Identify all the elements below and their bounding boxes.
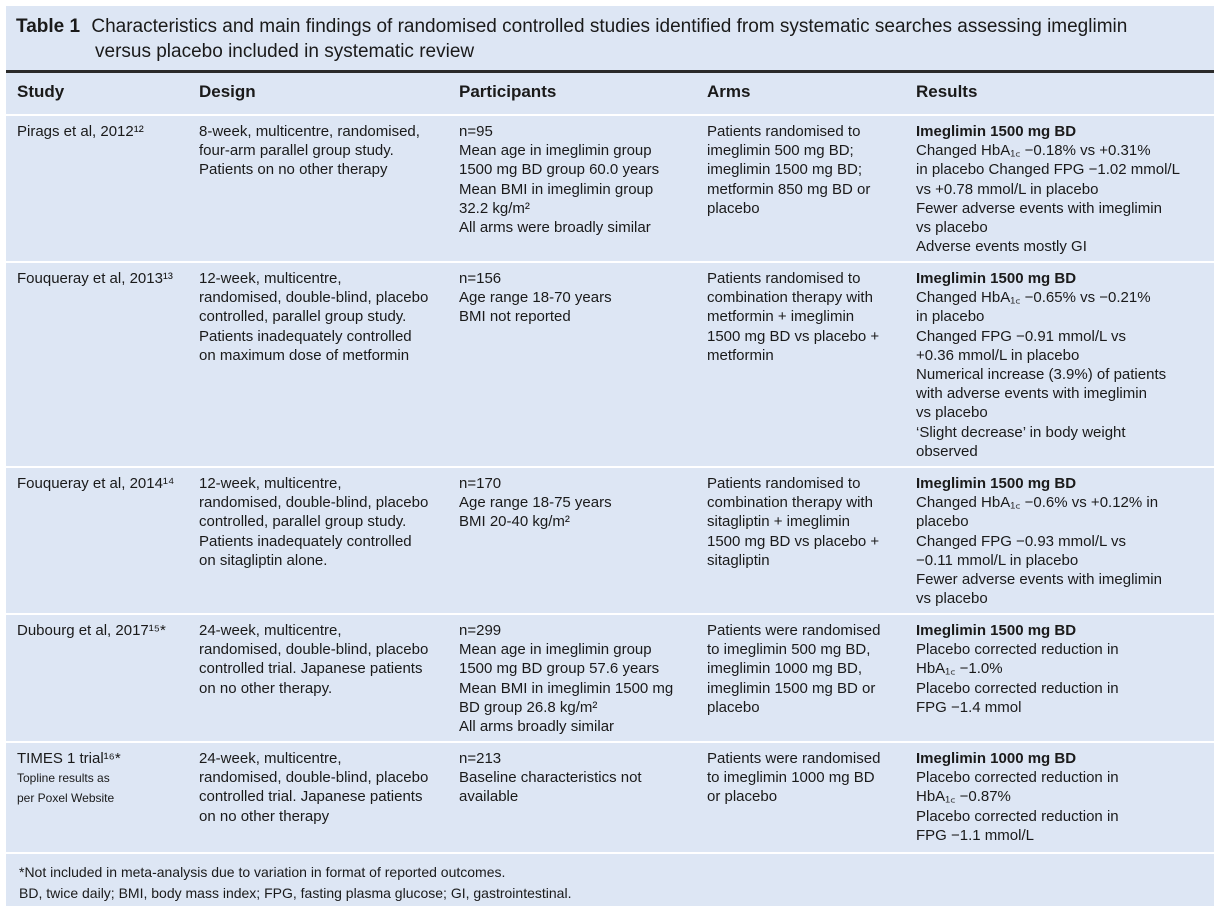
results-heading: Imeglimin 1500 mg BD xyxy=(916,622,1077,639)
design-cell xyxy=(199,122,444,180)
design-line: 24-week, multicentre, xyxy=(199,750,342,767)
arms-line: 1500 mg BD vs placebo + xyxy=(707,327,880,345)
design-line: Patients on no other therapy xyxy=(199,161,388,179)
footnote-abbreviations: BD, twice daily; BMI, body mass index; FPG, fasting plasma glucose; GI, gastrointestinal. xyxy=(19,885,572,901)
results-line: Changed FPG −0.91 mmol/L vs xyxy=(916,327,1126,345)
participants-cell xyxy=(459,749,699,807)
results-line: HbA₁꜀ −0.87% xyxy=(916,788,1011,806)
design-line: randomised, double-blind, placebo xyxy=(199,289,429,307)
results-line: in placebo Changed FPG −1.02 mmol/L xyxy=(916,161,1180,179)
participants-line: n=95 xyxy=(459,123,493,140)
participants-line: Mean BMI in imeglimin group xyxy=(459,180,654,198)
arms-line: metformin + imeglimin xyxy=(707,308,855,326)
results-line: Numerical increase (3.9%) of patients xyxy=(916,366,1167,384)
results-line: observed xyxy=(916,442,978,460)
study-cell xyxy=(17,621,192,640)
design-line: 8-week, multicentre, randomised, xyxy=(199,123,420,140)
arms-cell xyxy=(707,122,907,218)
design-line: on no other therapy xyxy=(199,807,330,825)
arms-line: imeglimin 1500 mg BD; xyxy=(707,161,863,179)
participants-cell xyxy=(459,474,699,532)
study-name: TIMES 1 trial¹⁶* xyxy=(17,750,121,767)
arms-line: combination therapy with xyxy=(707,494,873,512)
participants-cell xyxy=(459,621,699,736)
table-label: Table 1 xyxy=(16,16,81,37)
header-arms: Arms xyxy=(707,82,751,101)
design-line: randomised, double-blind, placebo xyxy=(199,494,429,512)
results-line: with adverse events with imeglimin xyxy=(916,385,1147,403)
arms-line: imeglimin 1000 mg BD, xyxy=(707,660,863,678)
arms-line: or placebo xyxy=(707,788,778,806)
design-line: 24-week, multicentre, xyxy=(199,622,342,639)
results-line: −0.11 mmol/L in placebo xyxy=(916,551,1079,569)
results-cell xyxy=(916,749,1206,845)
participants-line: n=170 xyxy=(459,475,502,492)
arms-cell xyxy=(707,749,907,807)
participants-line: Age range 18-70 years xyxy=(459,289,612,307)
table-caption xyxy=(16,14,1196,64)
results-cell xyxy=(916,621,1206,717)
design-line: on maximum dose of metformin xyxy=(199,346,410,364)
table-header xyxy=(6,80,1214,112)
arms-line: metformin 850 mg BD or xyxy=(707,180,871,198)
design-cell xyxy=(199,749,444,826)
arms-line: Patients randomised to xyxy=(707,123,861,140)
table-row xyxy=(6,114,1214,262)
design-line: randomised, double-blind, placebo xyxy=(199,769,429,787)
study-note: Topline results as xyxy=(17,771,110,786)
arms-line: 1500 mg BD vs placebo + xyxy=(707,532,880,550)
study-name: Pirags et al, 2012¹² xyxy=(17,123,144,140)
table-row xyxy=(6,261,1214,467)
arms-line: imeglimin 1500 mg BD or xyxy=(707,679,876,697)
arms-line: sitagliptin + imeglimin xyxy=(707,513,850,531)
results-line: Changed HbA₁꜀ −0.6% vs +0.12% in xyxy=(916,494,1159,512)
arms-cell xyxy=(707,474,907,570)
results-line: Placebo corrected reduction in xyxy=(916,807,1119,825)
design-line: controlled trial. Japanese patients xyxy=(199,660,423,678)
results-heading: Imeglimin 1500 mg BD xyxy=(916,123,1077,140)
table-panel xyxy=(6,6,1214,906)
arms-line: placebo xyxy=(707,698,760,716)
header-design: Design xyxy=(199,82,256,101)
results-line: placebo xyxy=(916,513,969,531)
participants-line: Mean age in imeglimin group xyxy=(459,641,652,659)
results-line: Placebo corrected reduction in xyxy=(916,769,1119,787)
results-line: +0.36 mmol/L in placebo xyxy=(916,346,1080,364)
design-line: 12-week, multicentre, xyxy=(199,475,342,492)
results-heading: Imeglimin 1000 mg BD xyxy=(916,750,1077,767)
study-cell xyxy=(17,749,192,808)
results-line: HbA₁꜀ −1.0% xyxy=(916,660,1003,678)
arms-line: Patients were randomised xyxy=(707,750,881,767)
table-row xyxy=(6,613,1214,742)
arms-line: placebo xyxy=(707,199,760,217)
results-line: Fewer adverse events with imeglimin xyxy=(916,571,1162,589)
header-participants: Participants xyxy=(459,82,557,101)
header-rule xyxy=(6,70,1214,73)
study-cell xyxy=(17,269,192,288)
design-line: four-arm parallel group study. xyxy=(199,142,394,160)
results-line: ‘Slight decrease’ in body weight xyxy=(916,423,1126,441)
table-row xyxy=(6,741,1214,853)
design-line: randomised, double-blind, placebo xyxy=(199,641,429,659)
participants-line: 32.2 kg/m² xyxy=(459,199,530,217)
results-cell xyxy=(916,269,1206,461)
results-line: vs placebo xyxy=(916,219,988,237)
study-cell xyxy=(17,122,192,141)
participants-line: n=156 xyxy=(459,270,502,287)
participants-line: n=299 xyxy=(459,622,502,639)
results-line: Changed HbA₁꜀ −0.65% vs −0.21% xyxy=(916,289,1151,307)
arms-line: sitagliptin xyxy=(707,551,770,569)
footnote-exclusion: *Not included in meta-analysis due to variation in format of reported outcomes. xyxy=(19,864,506,880)
results-line: vs +0.78 mmol/L in placebo xyxy=(916,180,1099,198)
design-cell xyxy=(199,621,444,698)
arms-line: Patients randomised to xyxy=(707,270,861,287)
table-row xyxy=(6,466,1214,614)
arms-line: Patients were randomised xyxy=(707,622,881,639)
results-line: in placebo xyxy=(916,308,985,326)
results-line: FPG −1.4 mmol xyxy=(916,698,1022,716)
arms-line: to imeglimin 500 mg BD, xyxy=(707,641,871,659)
participants-line: BMI not reported xyxy=(459,308,571,326)
participants-line: 1500 mg BD group 60.0 years xyxy=(459,161,660,179)
participants-line: BD group 26.8 kg/m² xyxy=(459,698,598,716)
design-line: on sitagliptin alone. xyxy=(199,551,328,569)
results-cell xyxy=(916,122,1206,256)
participants-cell xyxy=(459,269,699,327)
design-line: on no other therapy. xyxy=(199,679,333,697)
arms-line: Patients randomised to xyxy=(707,475,861,492)
results-heading: Imeglimin 1500 mg BD xyxy=(916,270,1077,287)
participants-line: n=213 xyxy=(459,750,502,767)
participants-line: Age range 18-75 years xyxy=(459,494,612,512)
participants-cell xyxy=(459,122,699,237)
results-line: Changed HbA₁꜀ −0.18% vs +0.31% xyxy=(916,142,1151,160)
arms-line: imeglimin 500 mg BD; xyxy=(707,142,854,160)
study-note: per Poxel Website xyxy=(17,791,115,806)
arms-line: metformin xyxy=(707,346,774,364)
design-line: controlled trial. Japanese patients xyxy=(199,788,423,806)
participants-line: BMI 20-40 kg/m² xyxy=(459,513,570,531)
header-study: Study xyxy=(17,82,65,101)
design-line: Patients inadequately controlled xyxy=(199,532,412,550)
design-line: 12-week, multicentre, xyxy=(199,270,342,287)
results-line: FPG −1.1 mmol/L xyxy=(916,826,1034,844)
results-heading: Imeglimin 1500 mg BD xyxy=(916,475,1077,492)
arms-line: combination therapy with xyxy=(707,289,873,307)
participants-line: All arms broadly similar xyxy=(459,718,615,736)
results-line: Placebo corrected reduction in xyxy=(916,641,1119,659)
participants-line: Mean age in imeglimin group xyxy=(459,142,652,160)
design-line: controlled, parallel group study. xyxy=(199,308,407,326)
results-line: Adverse events mostly GI xyxy=(916,238,1087,256)
study-name: Dubourg et al, 2017¹⁵* xyxy=(17,622,166,639)
design-line: controlled, parallel group study. xyxy=(199,513,407,531)
design-line: Patients inadequately controlled xyxy=(199,327,412,345)
results-line: Placebo corrected reduction in xyxy=(916,679,1119,697)
participants-line: Mean BMI in imeglimin 1500 mg xyxy=(459,679,674,697)
design-cell xyxy=(199,269,444,365)
arms-line: to imeglimin 1000 mg BD xyxy=(707,769,875,787)
participants-line: 1500 mg BD group 57.6 years xyxy=(459,660,660,678)
design-cell xyxy=(199,474,444,570)
results-line: vs placebo xyxy=(916,590,988,608)
results-line: Changed FPG −0.93 mmol/L vs xyxy=(916,532,1126,550)
results-line: vs placebo xyxy=(916,404,988,422)
results-cell xyxy=(916,474,1206,608)
caption-line-2: versus placebo included in systematic review xyxy=(95,41,475,62)
study-name: Fouqueray et al, 2013¹³ xyxy=(17,270,173,287)
study-cell xyxy=(17,474,192,493)
results-line: Fewer adverse events with imeglimin xyxy=(916,199,1162,217)
participants-line: Baseline characteristics not xyxy=(459,769,642,787)
arms-cell xyxy=(707,621,907,717)
header-results: Results xyxy=(916,82,978,101)
table-footnotes xyxy=(6,852,1214,908)
participants-line: available xyxy=(459,788,519,806)
participants-line: All arms were broadly similar xyxy=(459,219,651,237)
arms-cell xyxy=(707,269,907,365)
caption-line-1: Characteristics and main findings of randomised controlled studies identified from systematic searches assessing imeglimin xyxy=(91,16,1128,37)
study-name: Fouqueray et al, 2014¹⁴ xyxy=(17,475,175,492)
